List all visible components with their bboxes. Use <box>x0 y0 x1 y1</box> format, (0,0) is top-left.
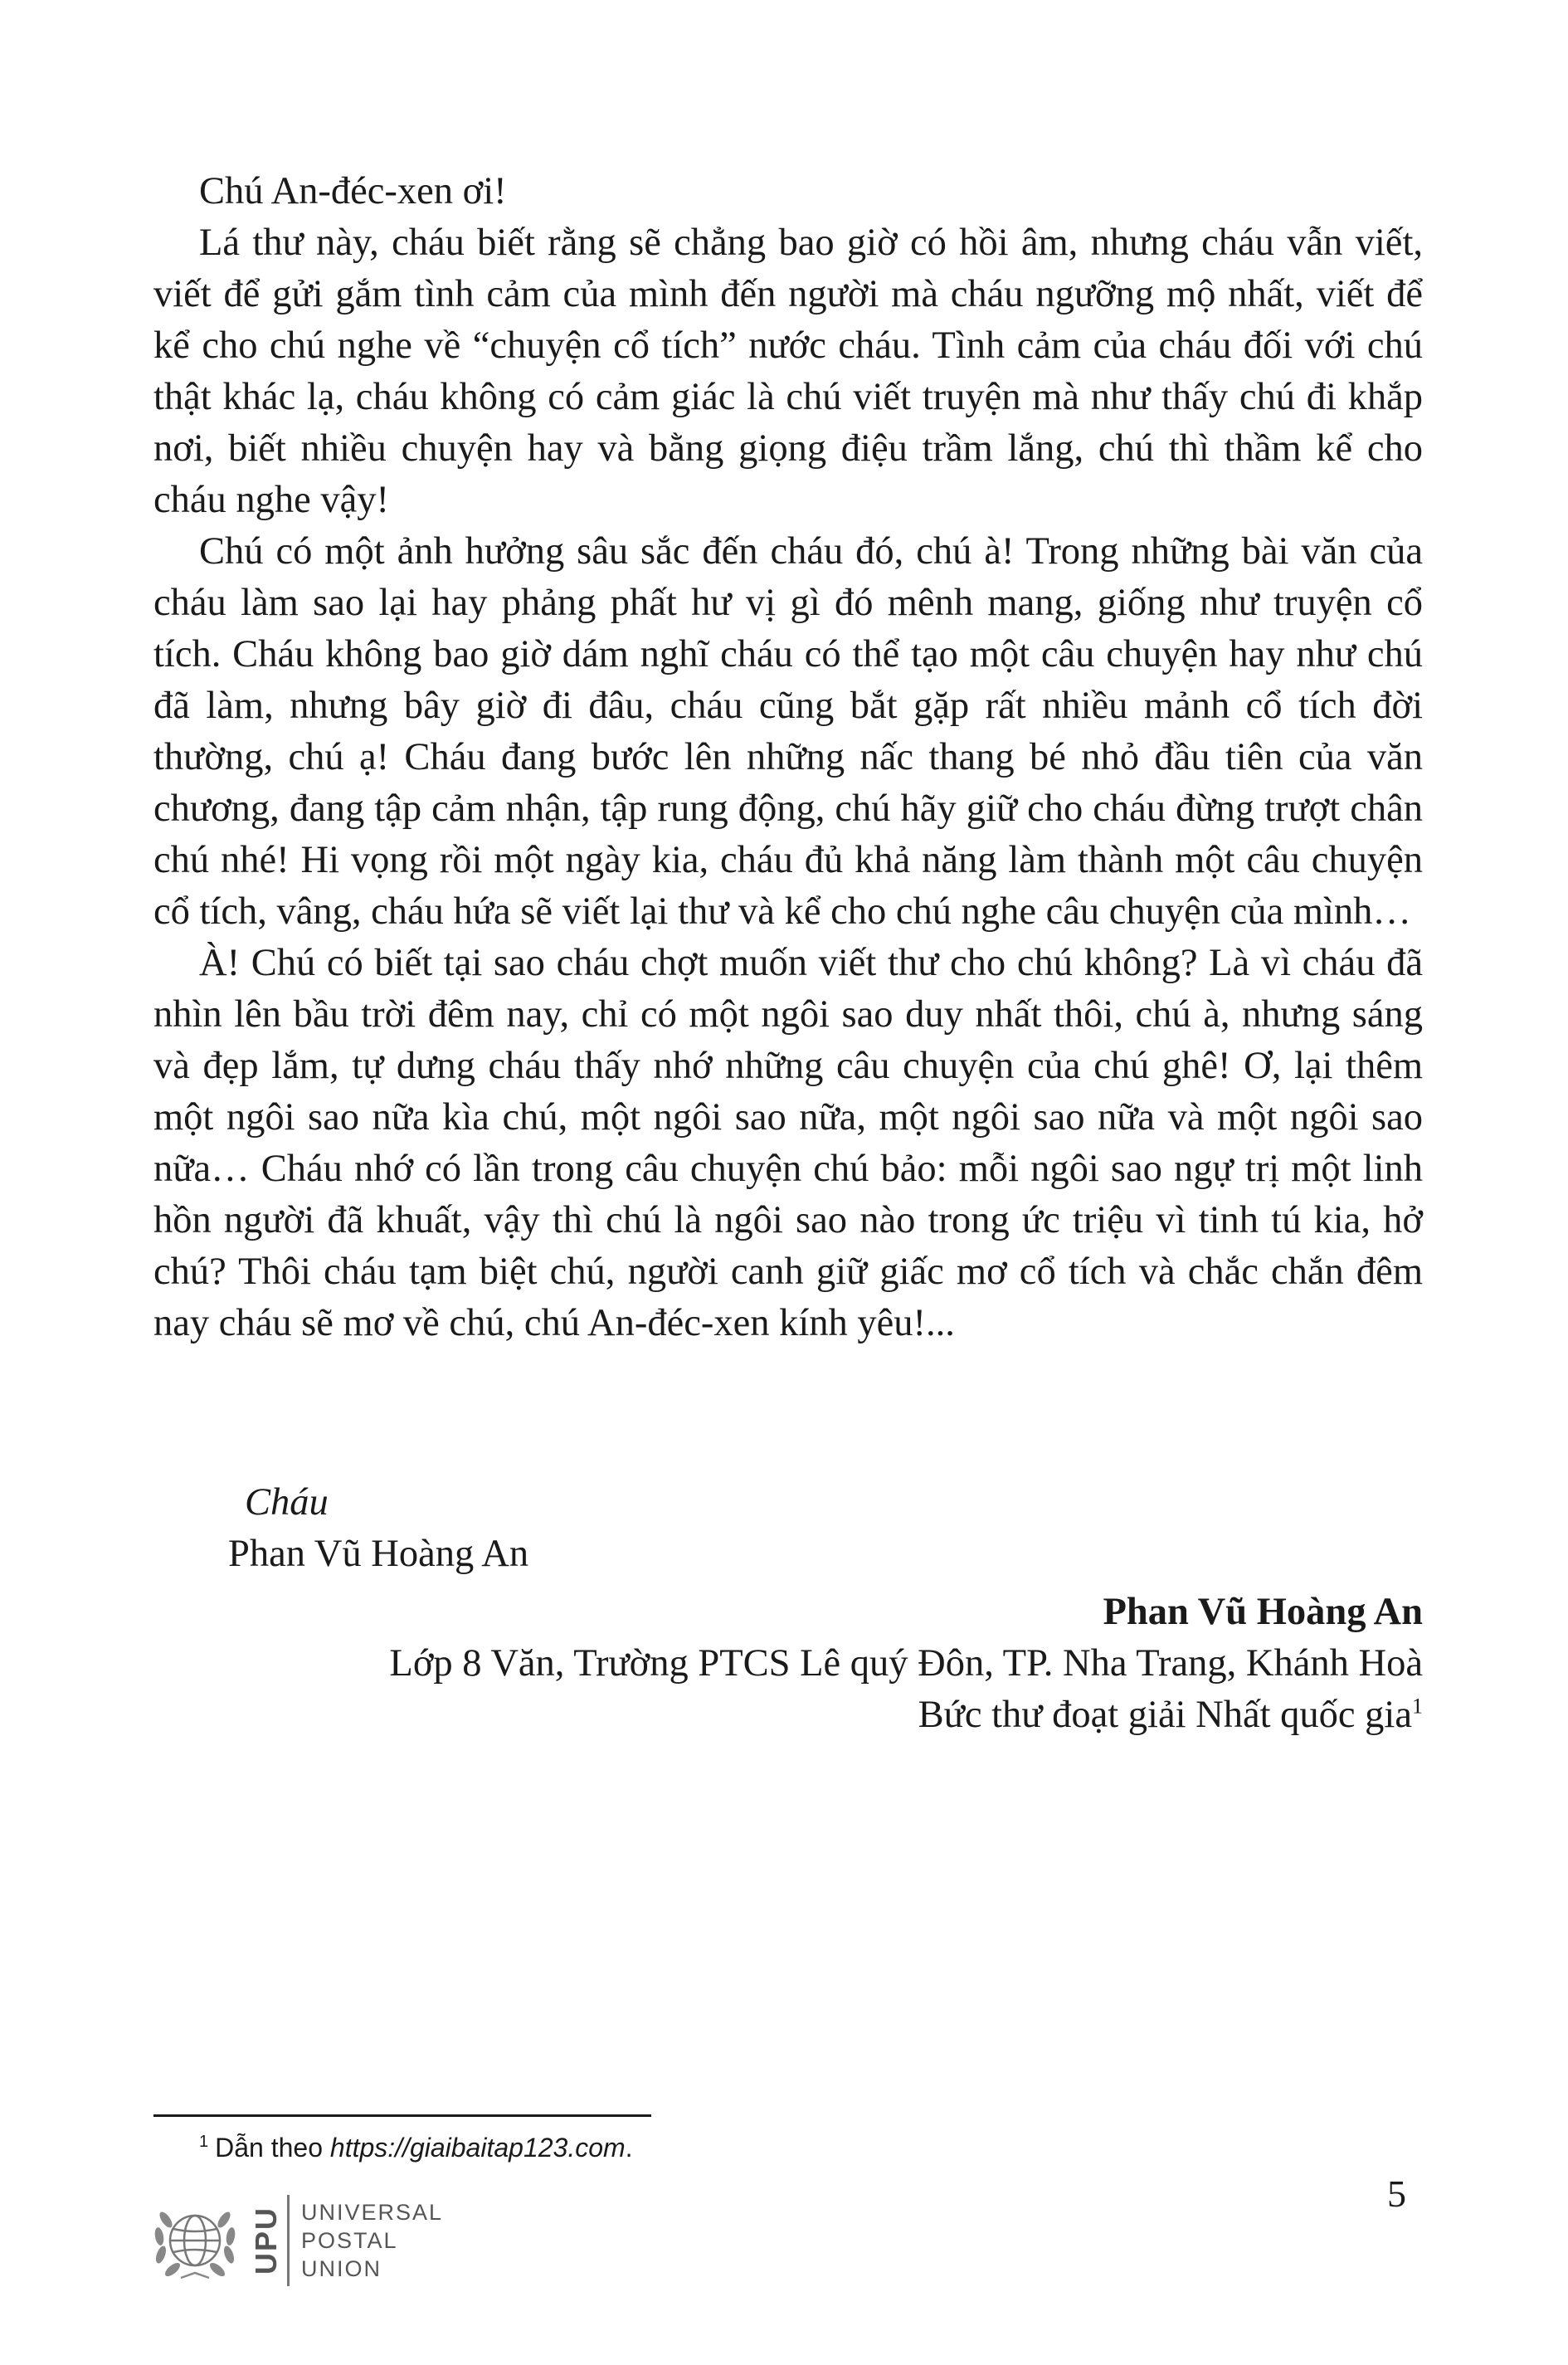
upu-abbreviation: UPU <box>249 2206 283 2275</box>
credit-school: Lớp 8 Văn, Trường PTCS Lê quý Đôn, TP. Nha Trang, Khánh Hoà <box>389 1642 1423 1685</box>
footnote-url[interactable]: https://giaibaitap123.com <box>329 2133 626 2163</box>
credit-award-line <box>178 1690 1423 1741</box>
footnote-prefix: Dẫn theo <box>215 2133 330 2163</box>
upu-wordmark <box>301 2198 443 2283</box>
letter-paragraph-1: Lá thư này, cháu biết rằng sẽ chẳng bao giờ có hồi âm, nhưng cháu vẫn viết, viết để gửi gắm tình cảm của mình đến người mà cháu ngưỡng mộ nhất, viết để kể cho chú nghe về “chuyện cổ tích” nước cháu. Tình cảm của cháu đối với chú thật khác lạ, cháu không có cảm giác là chú viết truyện mà như thấy chú đi khắp nơi, biết nhiều chuyện hay và bằng giọng điệu trầm lắng, chú thì thầm kể cho cháu nghe vậy! <box>153 222 1423 521</box>
page-number: 5 <box>1387 2172 1406 2215</box>
upu-logo <box>149 2191 443 2290</box>
footnote-divider <box>153 2114 651 2117</box>
letter-paragraph-3: À! Chú có biết tại sao cháu chợt muốn viết thư cho chú không? Là vì cháu đã nhìn lên bầu trời đêm nay, chỉ có một ngôi sao duy nhất thôi, chú à, nhưng sáng và đẹp lắm, tự dưng cháu thấy nhớ những câu chuyện của chú ghê! Ơ, lại thêm một ngôi sao nữa kìa chú, một ngôi sao nữa, một ngôi sao nữa và một ngôi sao nữa… Cháu nhớ có lần trong câu chuyện chú bảo: mỗi ngôi sao ngự trị một linh hồn người đã khuất, vậy thì chú là ngôi sao nào trong ức triệu vì tinh tú kia, hở chú? Thôi cháu tạm biệt chú, người canh giữ giấc mơ cổ tích và chắc chắn đêm nay cháu sẽ mơ về chú, chú An-đéc-xen kính yêu!... <box>153 942 1423 1344</box>
letter-salutation: Chú An-đéc-xen ơi! <box>199 170 507 212</box>
upu-line-1: UNIVERSAL <box>301 2200 444 2225</box>
letter-paragraph-2: Chú có một ảnh hưởng sâu sắc đến cháu đó, chú à! Trong những bài văn của cháu làm sao lại hay phảng phất hư vị gì đó mênh mang, giống như truyện cổ tích. Cháu không bao giờ dám nghĩ cháu có thể tạo một câu chuyện hay như chú đã làm, nhưng bây giờ đi đâu, cháu cũng bắt gặp rất nhiều mảnh cổ tích đời thường, chú ạ! Cháu đang bước lên những nấc thang bé nhỏ đầu tiên của văn chương, đang tập cảm nhận, tập rung động, chú hãy giữ cho cháu đừng trượt chân chú nhé! Hi vọng rồi một ngày kia, cháu đủ khả năng làm thành một câu chuyện cổ tích, vâng, cháu hứa sẽ viết lại thư và kể cho chú nghe câu chuyện của mình… <box>153 530 1423 933</box>
footnote-marker: 1 <box>199 2133 209 2152</box>
logo-divider <box>287 2195 290 2286</box>
credit-author: Phan Vũ Hoàng An <box>1103 1591 1423 1633</box>
letter-closing <box>153 1477 1423 1580</box>
author-credit <box>178 1587 1423 1741</box>
upu-line-2: POSTAL <box>301 2228 398 2253</box>
signature-label: Cháu <box>245 1481 329 1524</box>
credit-award: Bức thư đoạt giải Nhất quốc gia <box>918 1694 1412 1736</box>
letter-body <box>153 166 1423 1349</box>
footnote-suffix: . <box>625 2133 633 2163</box>
signature-name: Phan Vũ Hoàng An <box>228 1533 529 1575</box>
footnote <box>199 2131 633 2164</box>
upu-globe-emblem-icon <box>149 2195 241 2286</box>
upu-line-3: UNION <box>301 2256 382 2281</box>
footnote-reference: 1 <box>1412 1694 1423 1719</box>
